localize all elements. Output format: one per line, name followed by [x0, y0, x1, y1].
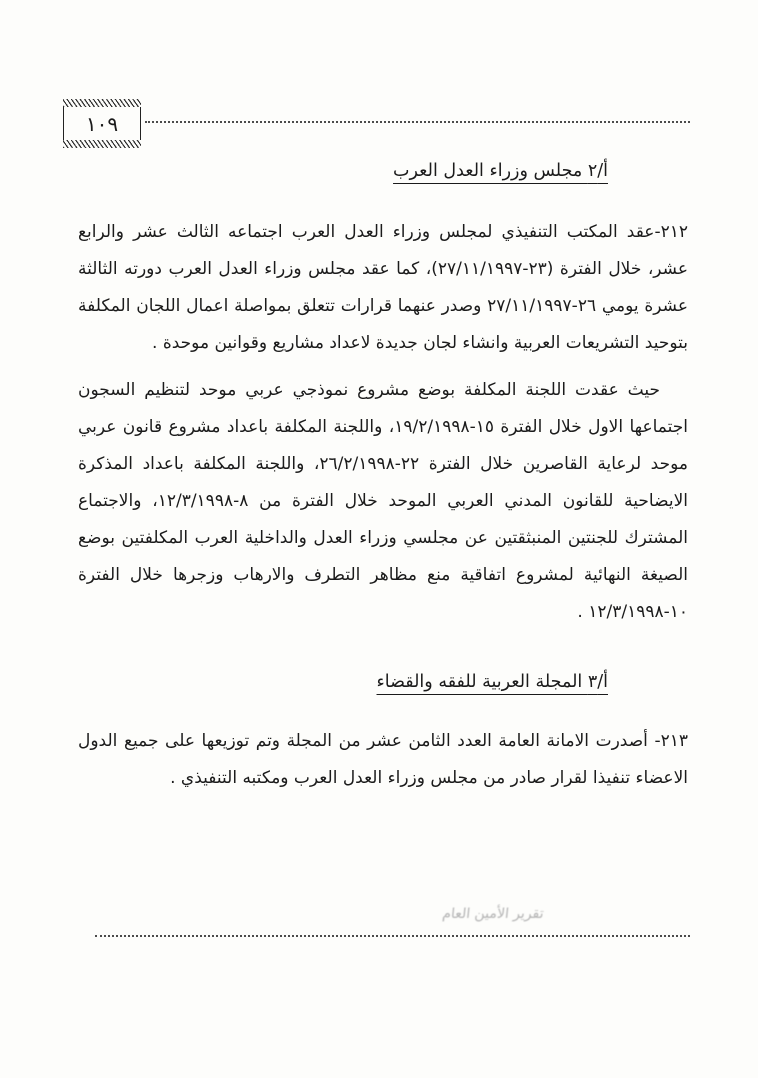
- paragraph-213-marker: ٢١٣-: [654, 731, 688, 751]
- page-number: ١٠٩: [85, 111, 119, 136]
- paragraph-212: [78, 214, 688, 362]
- paragraph-212-marker: ٢١٢-: [654, 222, 688, 242]
- page-number-box: [63, 99, 141, 148]
- page-number-frame: [63, 107, 141, 140]
- footer-stamp-text: تقرير الأمين العام: [441, 906, 545, 922]
- paragraph-committees: حيث عقدت اللجنة المكلفة بوضع مشروع نموذجي عربي موحد لتنظيم السجون اجتماعها الاول خلال الفترة ١٥-١٩/٢/١٩٩٨، واللجنة المكلفة باعداد مشروع قانون عربي موحد لرعاية القاصرين خلال الفترة ٢٢-٢٦/٢/١٩٩٨، واللجنة المكلفة باعداد المذكرة الايضاحية للقانون المدني العربي الموحد خلال الفترة من ٨-١٢/٣/١٩٩٨، والاجتماع المشترك للجنتين المنبثقتين عن مجلسي وزراء العدل والداخلية العرب المكلفتين بوضع الصيغة النهائية لمشروع اتفاقية منع مظاهر التطرف والارهاب وزجرها خلال الفترة ١٠-١٢/٣/١٩٩٨ .: [78, 380, 688, 622]
- section-heading-journal: أ/٣ المجلة العربية للفقه والقضاء: [376, 672, 608, 692]
- document-content: [78, 158, 688, 807]
- hatch-top-border: [63, 99, 141, 107]
- paragraph-212-text: عقد المكتب التنفيذي لمجلس وزراء العدل العرب اجتماعه الثالث عشر والرابع عشر، خلال الفترة (٢٣-٢٧/١١/١٩٩٧)، كما عقد مجلس وزراء العدل العرب دورته الثالثة عشرة يومي ٢٦-٢٧/١١/١٩٩٧ وصدر عنهما قرارات تتعلق بمواصلة اعمال اللجان المكلفة بتوحيد التشريعات العربية وانشاء لجان جديدة لاعداد مشاريع وقوانين موحدة .: [78, 222, 688, 353]
- section-heading-justice-council: أ/٢ مجلس وزراء العدل العرب: [393, 161, 608, 181]
- paragraph-213-text: أصدرت الامانة العامة العدد الثامن عشر من المجلة وتم توزيعها على جميع الدول الاعضاء تنفيذا لقرار صادر من مجلس وزراء العدل العرب ومكتبه التنفيذي .: [78, 731, 688, 788]
- top-divider-rule: [145, 121, 690, 123]
- paragraph-213: [78, 723, 688, 797]
- hatch-bottom-border: [63, 140, 141, 148]
- footer-divider-rule: [95, 935, 690, 937]
